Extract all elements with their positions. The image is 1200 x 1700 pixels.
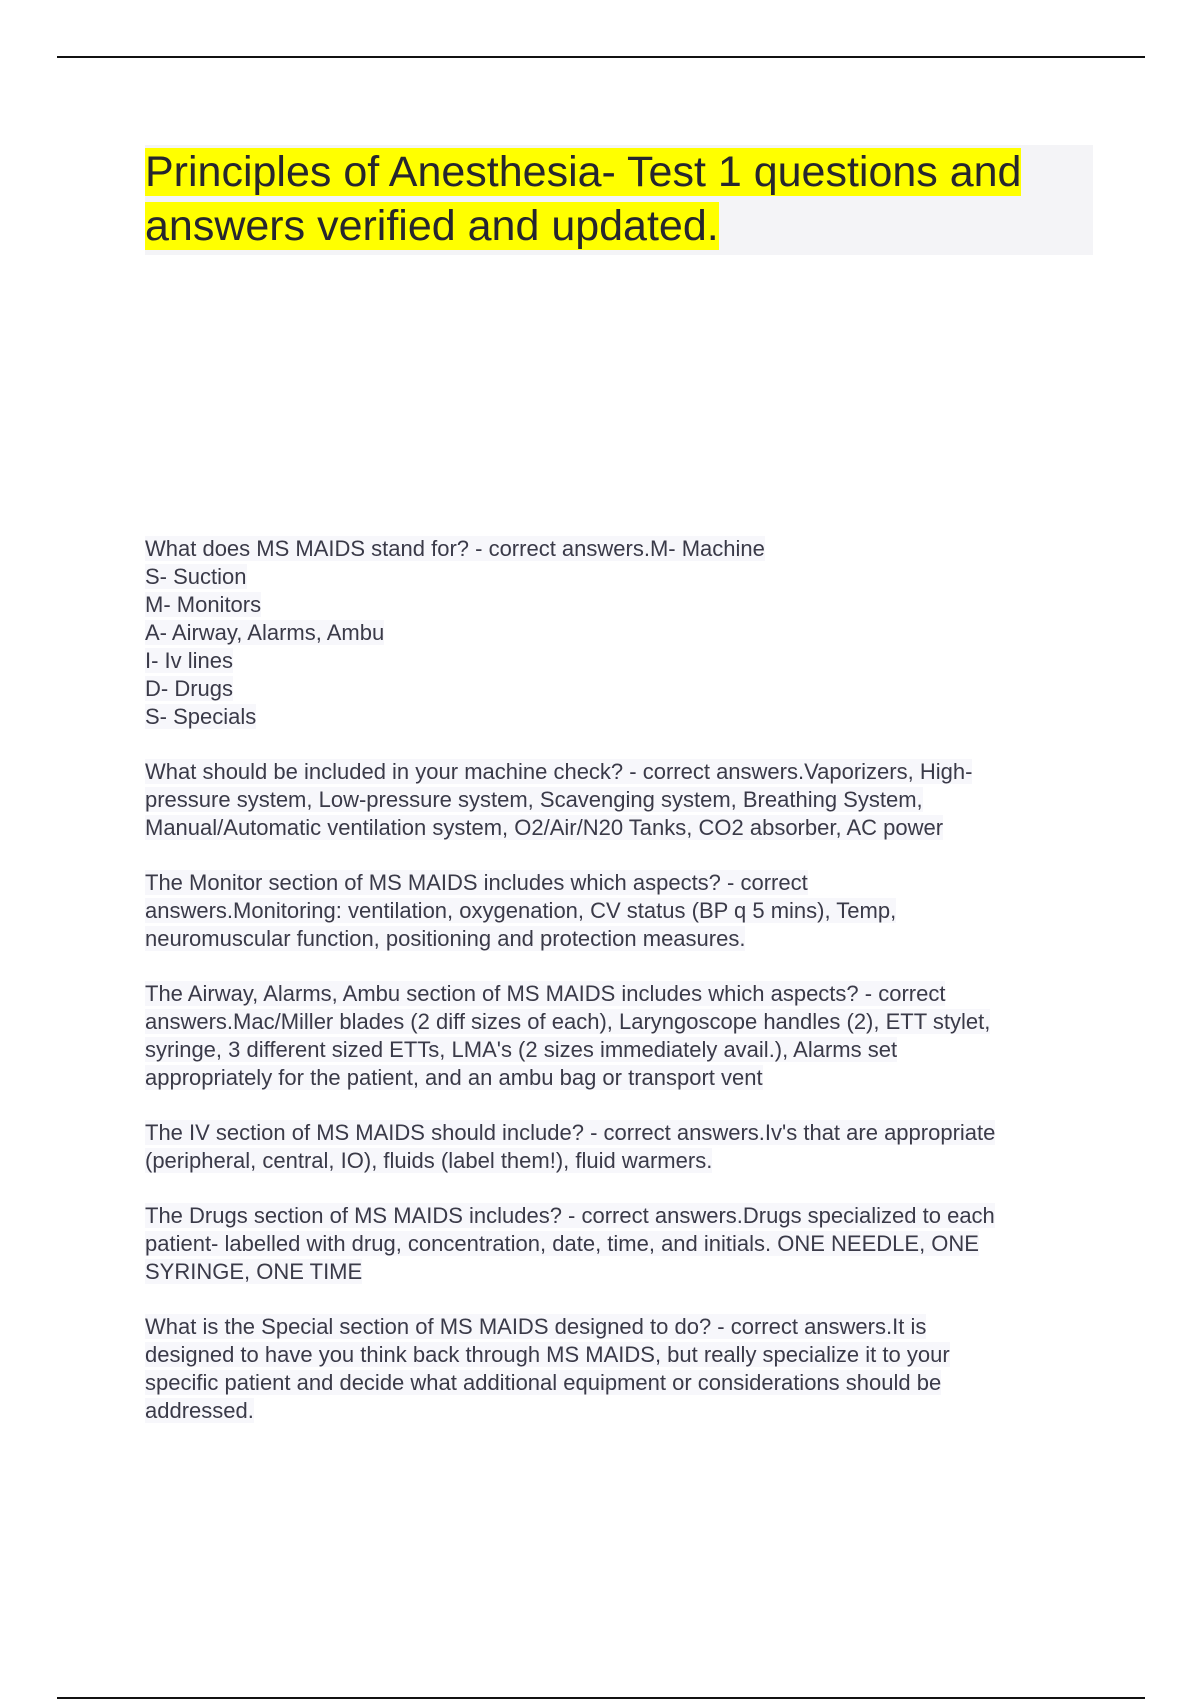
qa-text: What does MS MAIDS stand for? - correct answers.M- Machine S- Suction M- Monitors A- Airway, Alarms, Ambu I- Iv lines D- Drugs S- Specials	[145, 536, 765, 729]
bottom-rule	[57, 1697, 1145, 1699]
qa-item	[145, 1313, 1095, 1425]
qa-text: What should be included in your machine check? - correct answers.Vaporizers, High- pressure system, Low-pressure system, Scavenging system, Breathing System, Manual/Automatic ventilation system, O2/Air/N20 Tanks, CO2 absorber, AC power	[145, 759, 973, 840]
qa-text: The Monitor section of MS MAIDS includes which aspects? - correct answers.Monitoring: ventilation, oxygenation, CV status (BP q 5 mins), Temp, neuromuscular function, positioning and protection measures.	[145, 870, 897, 951]
qa-item	[145, 869, 1095, 953]
qa-list	[145, 535, 1095, 1452]
qa-item	[145, 758, 1095, 842]
qa-item	[145, 980, 1095, 1092]
qa-text: The Airway, Alarms, Ambu section of MS MAIDS includes which aspects? - correct answers.Mac/Miller blades (2 diff sizes of each), Laryngoscope handles (2), ETT stylet, syringe, 3 different sized ETTs, LMA's (2 sizes immediately avail.), Alarms set appropriately for the patient, and an ambu bag or transport vent	[145, 981, 991, 1090]
title-block	[145, 145, 1093, 255]
qa-text: What is the Special section of MS MAIDS designed to do? - correct answers.It is designed to have you think back through MS MAIDS, but really specialize it to your specific patient and decide what additional equipment or considerations should be addressed.	[145, 1314, 950, 1423]
title-highlight: Principles of Anesthesia- Test 1 questions and answers verified and updated.	[145, 148, 1022, 250]
qa-text: The IV section of MS MAIDS should include? - correct answers.Iv's that are appropriate (peripheral, central, IO), fluids (label them!), fluid warmers.	[145, 1120, 996, 1173]
qa-item	[145, 1202, 1095, 1286]
top-rule	[57, 56, 1145, 58]
document-title	[145, 145, 1093, 253]
qa-text: The Drugs section of MS MAIDS includes? - correct answers.Drugs specialized to each patient- labelled with drug, concentration, date, time, and initials. ONE NEEDLE, ONE SYRINGE, ONE TIME	[145, 1203, 995, 1284]
qa-item	[145, 1119, 1095, 1175]
qa-item	[145, 535, 1095, 731]
